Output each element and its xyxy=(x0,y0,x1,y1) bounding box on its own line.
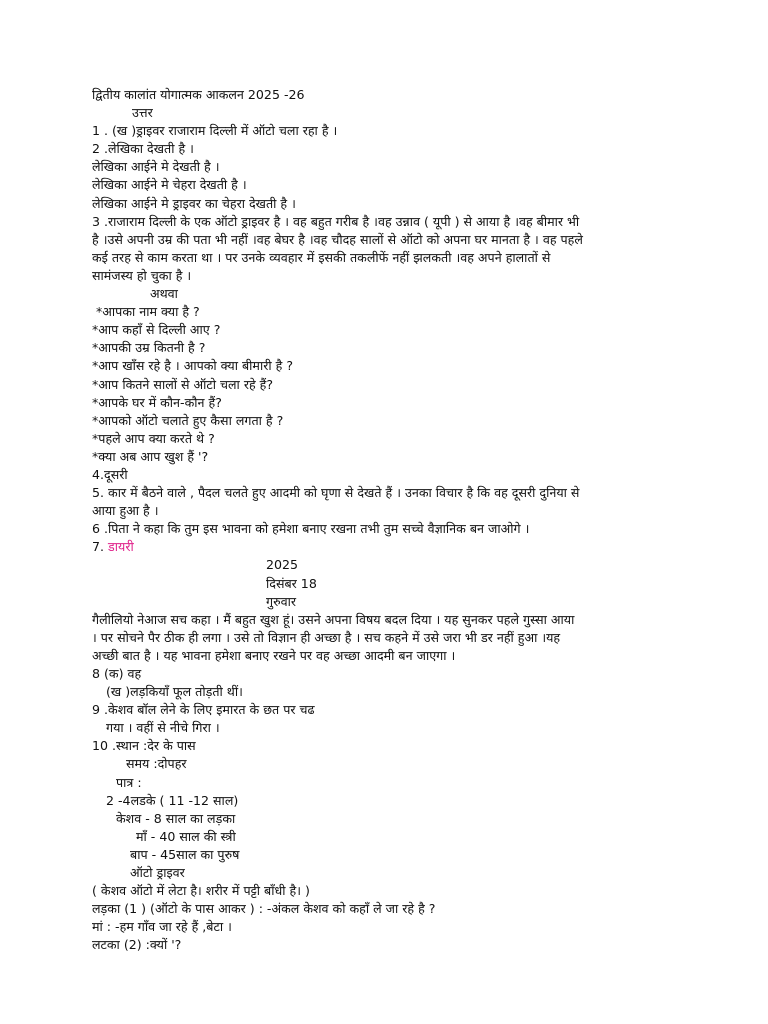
dialogue-line: लटका (2) :क्यों '? xyxy=(92,937,182,953)
scene-place: 10 .स्थान :देर के पास xyxy=(92,738,196,754)
answer-8b: (ख )लड़कियाँ फूल तोड़ती थीं। xyxy=(106,684,243,700)
athva-label: अथवा xyxy=(150,286,178,302)
answer-2-line: लेखिका आईने मे देखती है । xyxy=(92,159,220,175)
interview-question: *पहले आप क्या करते थे ? xyxy=(92,430,215,446)
answer-3-line: सामंजस्य हो चुका है । xyxy=(92,267,192,283)
diary-label: डायरी xyxy=(108,539,134,555)
diary-body-line: । पर सोचने पैर ठीक ही लगा । उसे तो विज्ञान ही अच्छा है । सच कहने में उसे जरा भी डर नहीं हुआ ।यह xyxy=(92,629,561,645)
document-title: द्वितीय कालांत योगात्मक आकलन 2025 -26 xyxy=(92,87,305,102)
answer-5-line: 5. कार में बैठने वाले , पैदल चलते हुए आदमी को घृणा से देखते हैं । उनका विचार है कि वह दूसरी दुनिया से xyxy=(92,485,580,501)
answer-5-line: आया हुआ है । xyxy=(92,503,159,519)
answer-8a: 8 (क) वह xyxy=(92,666,142,681)
answer-4: 4.दूसरी xyxy=(92,466,128,482)
character-mother: माँ - 40 साल की स्त्री xyxy=(136,828,236,844)
diary-body-line: अच्छी बात है । यह भावना हमेशा बनाए रखने पर वह अच्छा आदमी बन जाएगा । xyxy=(92,647,456,663)
diary-body-line: गैलीलियो नेआज सच कहा । मैं बहुत खुश हूं। उसने अपना विषय बदल दिया । यह सुनकर पहले गुस्सा आया xyxy=(92,611,575,627)
characters-label: पात्र : xyxy=(116,774,142,790)
dialogue-line: लड़का (1 ) (ऑटो के पास आकर ) : -अंकल केशव को कहाँ ले जा रहे है ? xyxy=(92,901,436,917)
interview-question: *क्या अब आप खुश हैं '? xyxy=(92,448,209,464)
interview-question: *आप खाँस रहे है । आपको क्या बीमारी है ? xyxy=(92,358,294,374)
interview-question: *आपको ऑटो चलाते हुए कैसा लगता है ? xyxy=(92,412,284,428)
interview-question: *आप कहाँ से दिल्ली आए ? xyxy=(92,322,221,338)
character-keshav: केशव - 8 साल का लड़का xyxy=(116,810,236,826)
dialogue-line: मां : -हम गाँव जा रहे हैं ,बेटा । xyxy=(92,919,232,935)
diary-date: दिसंबर 18 xyxy=(266,575,317,591)
answer-3-line: 3 .राजाराम दिल्ली के एक ऑटो ड्राइवर है । वह बहुत गरीब है ।वह उन्नाव ( यूपी ) से आया है ।वह बीमार भी xyxy=(92,213,580,229)
answer-1: 1 . (ख )ड्राइवर राजाराम दिल्ली में ऑटो चला रहा है । xyxy=(92,123,338,139)
answer-2-line: 2 .लेखिका देखती है । xyxy=(92,141,194,157)
character-boys: 2 -4लडके ( 11 -12 साल) xyxy=(106,792,239,808)
interview-question: *आपका नाम क्या है ? xyxy=(96,304,200,320)
answer-3-line: है ।उसे अपनी उम्र की पता भी नहीं ।वह बेघर है ।वह चौदह सालों से ऑटो को अपना घर मानता है । वह पहले xyxy=(92,231,583,247)
answer-2-line: लेखिका आईने मे ड्राइवर का चेहरा देखती है । xyxy=(92,195,296,211)
answer-sheet xyxy=(92,86,682,955)
interview-question: *आपके घर में कौन-कौन हैं? xyxy=(92,394,222,410)
answer-2-line: लेखिका आईने मे चेहरा देखती है । xyxy=(92,177,247,193)
answer-heading: उत्तर xyxy=(132,105,153,121)
diary-year: 2025 xyxy=(266,557,299,573)
interview-question: *आपकी उम्र कितनी है ? xyxy=(92,340,206,356)
answer-6: 6 .पिता ने कहा कि तुम इस भावना को हमेशा बनाए रखना तभी तुम सच्चे वैज्ञानिक बन जाओगे । xyxy=(92,521,530,537)
answer-7-heading xyxy=(92,538,682,556)
character-driver: ऑटो ड्राइवर xyxy=(130,865,185,881)
answer-9-line: गया । वहीं से नीचे गिरा । xyxy=(106,720,220,736)
stage-direction: ( केशव ऑटो में लेटा है। शरीर में पट्टी बाँधी है। ) xyxy=(92,883,310,899)
answer-9-line: 9 .केशव बॉल लेने के लिए इमारत के छत पर चढ xyxy=(92,702,315,718)
diary-day: गुरुवार xyxy=(266,593,297,609)
interview-question: *आप कितने सालों से ऑटो चला रहे हैं? xyxy=(92,376,274,392)
answer-7-number: 7. xyxy=(92,539,109,555)
character-father: बाप - 45साल का पुरुष xyxy=(130,846,240,862)
answer-3-line: कई तरह से काम करता था । पर उनके व्यवहार में इसकी तकलीफें नहीं झलकती ।वह अपने हालातों से xyxy=(92,249,551,265)
scene-time: समय :दोपहर xyxy=(126,756,187,772)
